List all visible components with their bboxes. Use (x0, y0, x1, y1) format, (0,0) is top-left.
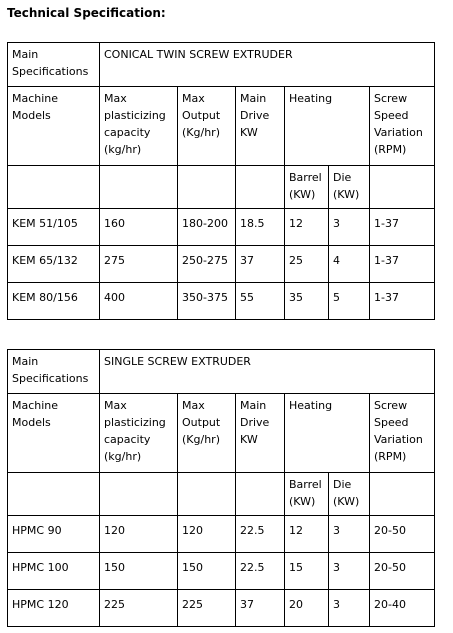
header-max-plasticizing-capacity: Max plasticizing capacity (kg/hr) (100, 87, 178, 166)
cell-model: KEM 51/105 (8, 209, 100, 246)
cell-speed: 1-37 (370, 246, 435, 283)
cell-capacity: 225 (100, 590, 178, 627)
header-main-drive: Main Drive KW (236, 394, 285, 473)
header-max-plasticizing-capacity: Max plasticizing capacity (kg/hr) (100, 394, 178, 473)
subheader-empty (236, 473, 285, 516)
subheader-empty (178, 473, 236, 516)
cell-drive: 55 (236, 283, 285, 320)
cell-die: 4 (329, 246, 370, 283)
cell-drive: 37 (236, 246, 285, 283)
cell-speed: 1-37 (370, 283, 435, 320)
subheader-empty (8, 166, 100, 209)
cell-die: 5 (329, 283, 370, 320)
subheader-barrel: Barrel (KW) (285, 473, 329, 516)
spec-table-conical (7, 42, 435, 320)
cell-speed: 20-40 (370, 590, 435, 627)
cell-capacity: 150 (100, 553, 178, 590)
spec-value: CONICAL TWIN SCREW EXTRUDER (100, 43, 435, 87)
spec-label: Main Specifications (8, 350, 100, 394)
subheader-empty (236, 166, 285, 209)
subheader-empty (100, 166, 178, 209)
cell-barrel: 12 (285, 516, 329, 553)
cell-output: 225 (178, 590, 236, 627)
cell-barrel: 15 (285, 553, 329, 590)
cell-model: KEM 80/156 (8, 283, 100, 320)
table-row (8, 590, 435, 627)
header-max-output: Max Output (Kg/hr) (178, 87, 236, 166)
header-screw-speed: Screw Speed Variation (RPM) (370, 87, 435, 166)
cell-model: HPMC 100 (8, 553, 100, 590)
cell-die: 3 (329, 516, 370, 553)
cell-output: 250-275 (178, 246, 236, 283)
table-row (8, 516, 435, 553)
table-row (8, 246, 435, 283)
cell-speed: 20-50 (370, 553, 435, 590)
cell-die: 3 (329, 590, 370, 627)
subheader-empty (370, 166, 435, 209)
cell-barrel: 35 (285, 283, 329, 320)
table-row (8, 283, 435, 320)
subheader-row (8, 473, 435, 516)
cell-barrel: 20 (285, 590, 329, 627)
header-machine-models: Machine Models (8, 394, 100, 473)
subheader-die: Die (KW) (329, 473, 370, 516)
header-main-drive: Main Drive KW (236, 87, 285, 166)
cell-output: 180-200 (178, 209, 236, 246)
cell-die: 3 (329, 209, 370, 246)
subheader-empty (370, 473, 435, 516)
subheader-die: Die (KW) (329, 166, 370, 209)
cell-capacity: 120 (100, 516, 178, 553)
subheader-barrel: Barrel (KW) (285, 166, 329, 209)
cell-barrel: 12 (285, 209, 329, 246)
subheader-empty (178, 166, 236, 209)
header-screw-speed: Screw Speed Variation (RPM) (370, 394, 435, 473)
table-row (8, 553, 435, 590)
spec-table-single (7, 349, 435, 627)
spec-header-row (8, 43, 435, 87)
cell-output: 350-375 (178, 283, 236, 320)
cell-drive: 18.5 (236, 209, 285, 246)
cell-model: HPMC 120 (8, 590, 100, 627)
cell-speed: 1-37 (370, 209, 435, 246)
subheader-empty (8, 473, 100, 516)
cell-model: KEM 65/132 (8, 246, 100, 283)
cell-drive: 22.5 (236, 516, 285, 553)
cell-barrel: 25 (285, 246, 329, 283)
subheader-empty (100, 473, 178, 516)
header-heating: Heating (285, 87, 370, 166)
cell-capacity: 160 (100, 209, 178, 246)
cell-speed: 20-50 (370, 516, 435, 553)
column-header-row (8, 394, 435, 473)
spec-header-row (8, 350, 435, 394)
column-header-row (8, 87, 435, 166)
spec-label: Main Specifications (8, 43, 100, 87)
cell-drive: 37 (236, 590, 285, 627)
header-heating: Heating (285, 394, 370, 473)
spec-value: SINGLE SCREW EXTRUDER (100, 350, 435, 394)
cell-output: 150 (178, 553, 236, 590)
table-row (8, 209, 435, 246)
header-machine-models: Machine Models (8, 87, 100, 166)
subheader-row (8, 166, 435, 209)
cell-output: 120 (178, 516, 236, 553)
page-title: Technical Specification: (7, 6, 166, 20)
header-max-output: Max Output (Kg/hr) (178, 394, 236, 473)
cell-capacity: 275 (100, 246, 178, 283)
cell-model: HPMC 90 (8, 516, 100, 553)
cell-drive: 22.5 (236, 553, 285, 590)
cell-die: 3 (329, 553, 370, 590)
cell-capacity: 400 (100, 283, 178, 320)
